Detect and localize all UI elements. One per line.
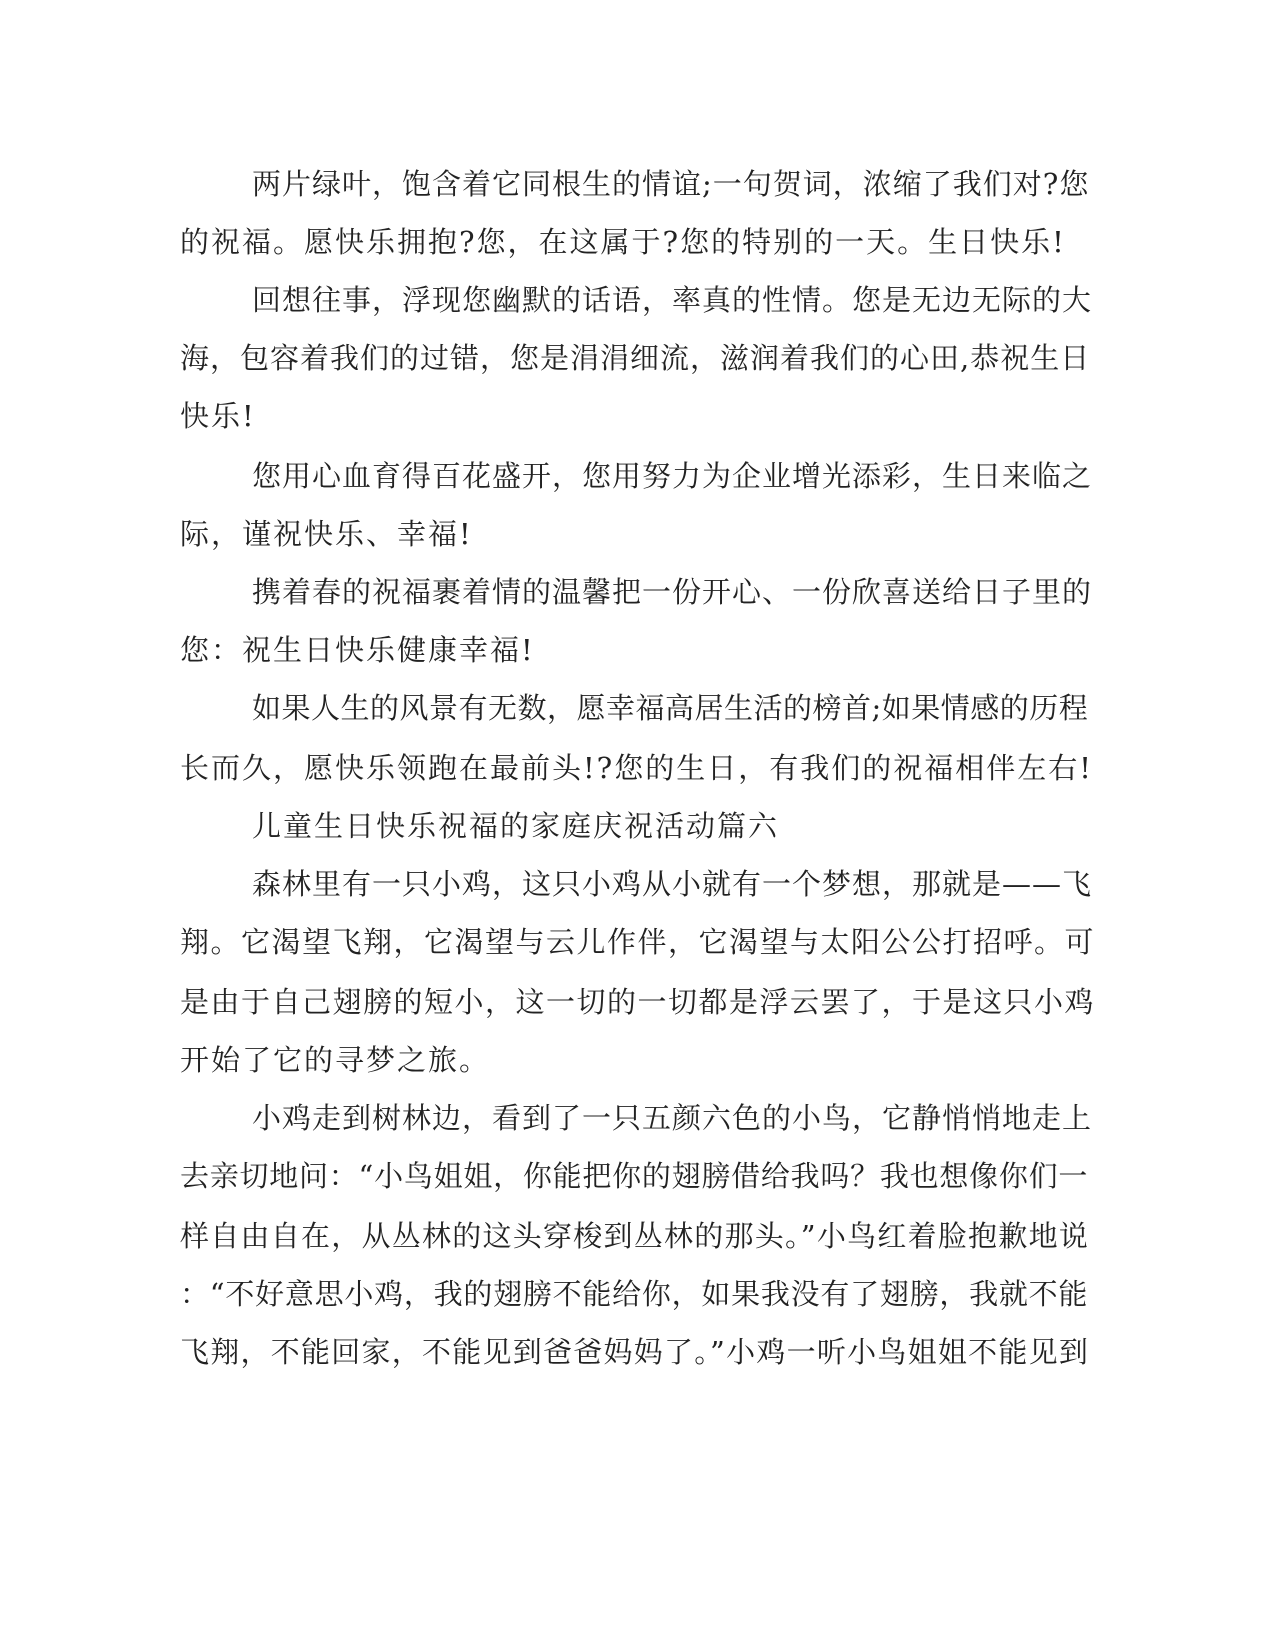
- text-line: 开始了它的寻梦之旅。: [180, 1043, 491, 1077]
- text-line: 您：祝生日快乐健康幸福!: [180, 633, 535, 667]
- text-line: 快乐!: [180, 399, 256, 433]
- text-line: 的祝福。愿快乐拥抱?您，在这属于?您的特别的一天。生日快乐!: [180, 225, 1066, 259]
- text-line: 回想往事，浮现您幽默的话语，率真的性情。您是无边无际的大: [252, 283, 1093, 317]
- text-line: 长而久，愿快乐领跑在最前头!?您的生日，有我们的祝福相伴左右!: [180, 751, 1093, 785]
- text-line: 飞翔，不能回家，不能见到爸爸妈妈了。”小鸡一听小鸟姐姐不能见到: [180, 1335, 1090, 1369]
- text-line: ：“不好意思小鸡，我的翅膀不能给你，如果我没有了翅膀，我就不能: [180, 1277, 1089, 1311]
- text-line: 海，包容着我们的过错，您是涓涓细流，滋润着我们的心田,恭祝生日: [180, 341, 1091, 375]
- text-line: 去亲切地问：“小鸟姐姐，你能把你的翅膀借给我吗？我也想像你们一: [180, 1159, 1089, 1193]
- text-line: 两片绿叶，饱含着它同根生的情谊;一句贺词，浓缩了我们对?您: [252, 167, 1090, 201]
- text-line: 携着春的祝福裹着情的温馨把一份开心、一份欣喜送给日子里的: [252, 575, 1093, 609]
- text-line: 如果人生的风景有无数，愿幸福高居生活的榜首;如果情感的历程: [252, 691, 1089, 725]
- text-line: 是由于自己翅膀的短小，这一切的一切都是浮云罢了，于是这只小鸡: [180, 985, 1096, 1019]
- text-line: 际，谨祝快乐、幸福!: [180, 517, 473, 551]
- text-line: 您用心血育得百花盛开，您用努力为企业增光添彩，生日来临之: [252, 459, 1093, 493]
- text-line: 翔。它渴望飞翔，它渴望与云儿作伴，它渴望与太阳公公打招呼。可: [180, 925, 1096, 959]
- text-line: 小鸡走到树林边，看到了一只五颜六色的小鸟，它静悄悄地走上: [252, 1101, 1093, 1135]
- section-heading: 儿童生日快乐祝福的家庭庆祝活动篇六: [252, 809, 780, 843]
- text-line: 森林里有一只小鸡，这只小鸡从小就有一个梦想，那就是——飞: [252, 867, 1093, 901]
- text-line: 样自由自在，从丛林的这头穿梭到丛林的那头。”小鸟红着脸抱歉地说: [180, 1219, 1090, 1253]
